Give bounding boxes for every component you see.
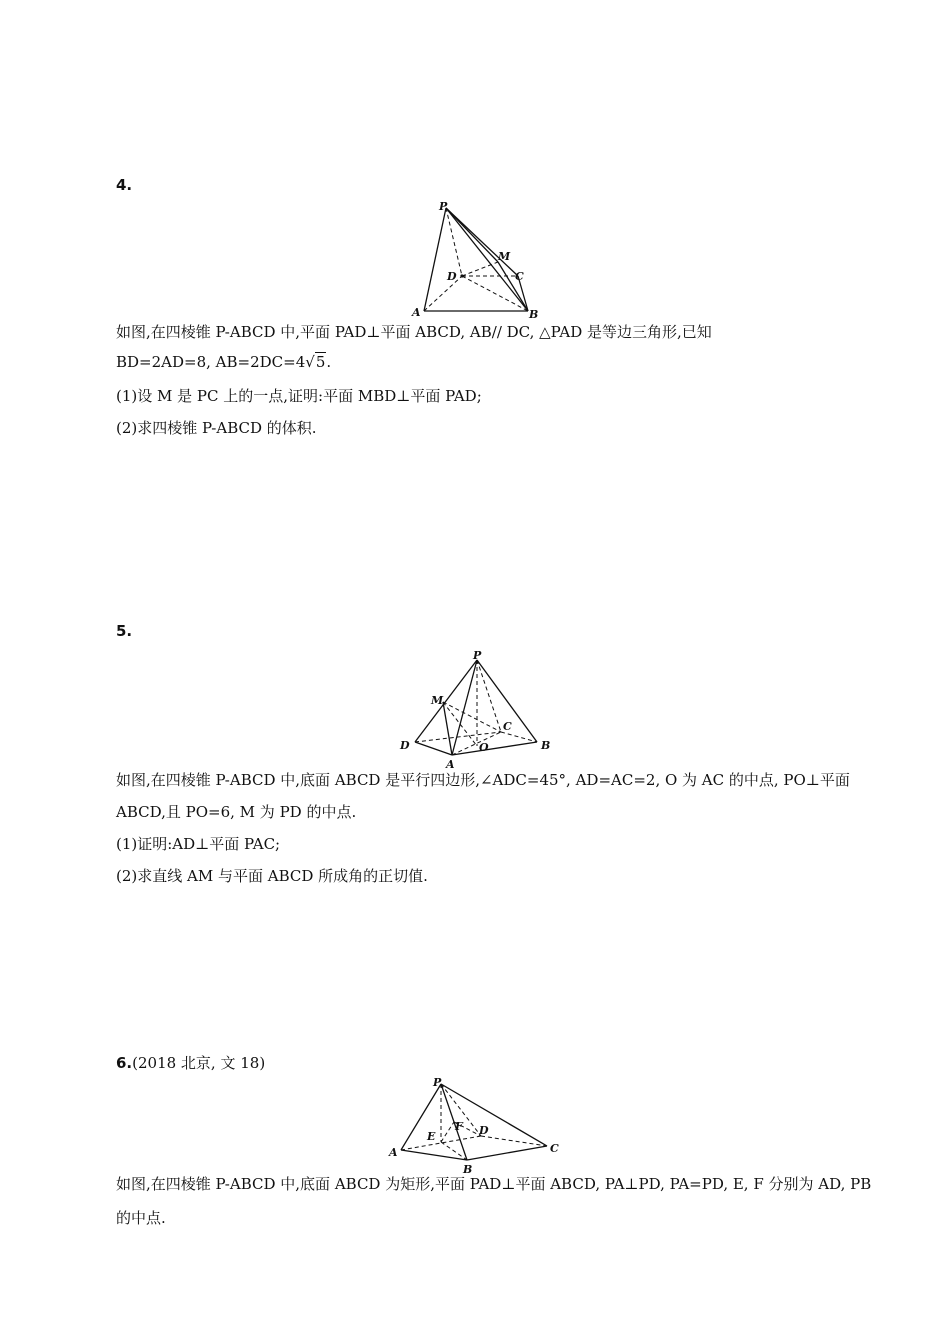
label-M: M xyxy=(431,694,444,707)
problem-4-line-1: 如图,在四棱锥 P-ABCD 中,平面 PAD⊥平面 ABCD, AB// DC, △PAD 是等边三角形,已知 xyxy=(116,323,712,341)
label-D: D xyxy=(447,270,457,283)
problem-6-line-2: 的中点. xyxy=(116,1209,166,1227)
problem-6-source: (2018 北京, 文 18) xyxy=(132,1054,266,1072)
label-C: C xyxy=(550,1142,559,1155)
problem-5-part-2: (2)求直线 AM 与平面 ABCD 所成角的正切值. xyxy=(116,867,428,885)
label-A: A xyxy=(446,758,455,771)
label-C: C xyxy=(503,720,512,733)
figure-pyramid-4 xyxy=(400,196,550,322)
problem-4-line-2 xyxy=(116,352,331,372)
figure-pyramid-6 xyxy=(385,1074,570,1176)
label-P: P xyxy=(439,200,448,213)
problem-4-line-2-end: . xyxy=(326,353,332,371)
problem-5-number: 5. xyxy=(116,622,133,640)
label-M: M xyxy=(498,250,511,263)
problem-5-line-1: 如图,在四棱锥 P-ABCD 中,底面 ABCD 是平行四边形,∠ADC=45°, AD=AC=2, O 为 AC 的中点, PO⊥平面 xyxy=(116,771,850,789)
problem-5-part-1: (1)证明:AD⊥平面 PAC; xyxy=(116,835,281,853)
label-B: B xyxy=(541,739,551,752)
sqrt-radicand: 5 xyxy=(315,353,326,371)
label-E: E xyxy=(427,1130,436,1143)
label-F: F xyxy=(455,1120,463,1133)
label-B: B xyxy=(529,308,539,321)
label-D: D xyxy=(479,1124,489,1137)
problem-4-part-2: (2)求四棱锥 P-ABCD 的体积. xyxy=(116,419,317,437)
problem-6-line-1: 如图,在四棱锥 P-ABCD 中,底面 ABCD 为矩形,平面 PAD⊥平面 ABCD, PA⊥PD, PA=PD, E, F 分别为 AD, PB xyxy=(116,1175,872,1193)
label-A: A xyxy=(389,1146,398,1159)
problem-4-line-2-text: BD=2AD=8, AB=2DC=4 xyxy=(116,353,306,371)
problem-5-line-2: ABCD,且 PO=6, M 为 PD 的中点. xyxy=(116,803,357,821)
problem-4-number: 4. xyxy=(116,176,133,194)
problem-4-part-1: (1)设 M 是 PC 上的一点,证明:平面 MBD⊥平面 PAD; xyxy=(116,387,482,405)
label-A: A xyxy=(412,306,421,319)
problem-6-number-text: 6. xyxy=(116,1054,133,1072)
figure-pyramid-5 xyxy=(395,648,560,772)
label-P: P xyxy=(473,649,482,662)
label-C: C xyxy=(515,270,524,283)
problem-6-number xyxy=(116,1052,265,1073)
label-O: O xyxy=(479,741,489,754)
label-B: B xyxy=(463,1163,473,1176)
sqrt-symbol: √ xyxy=(305,353,315,371)
label-D: D xyxy=(400,739,410,752)
label-P: P xyxy=(433,1076,442,1089)
